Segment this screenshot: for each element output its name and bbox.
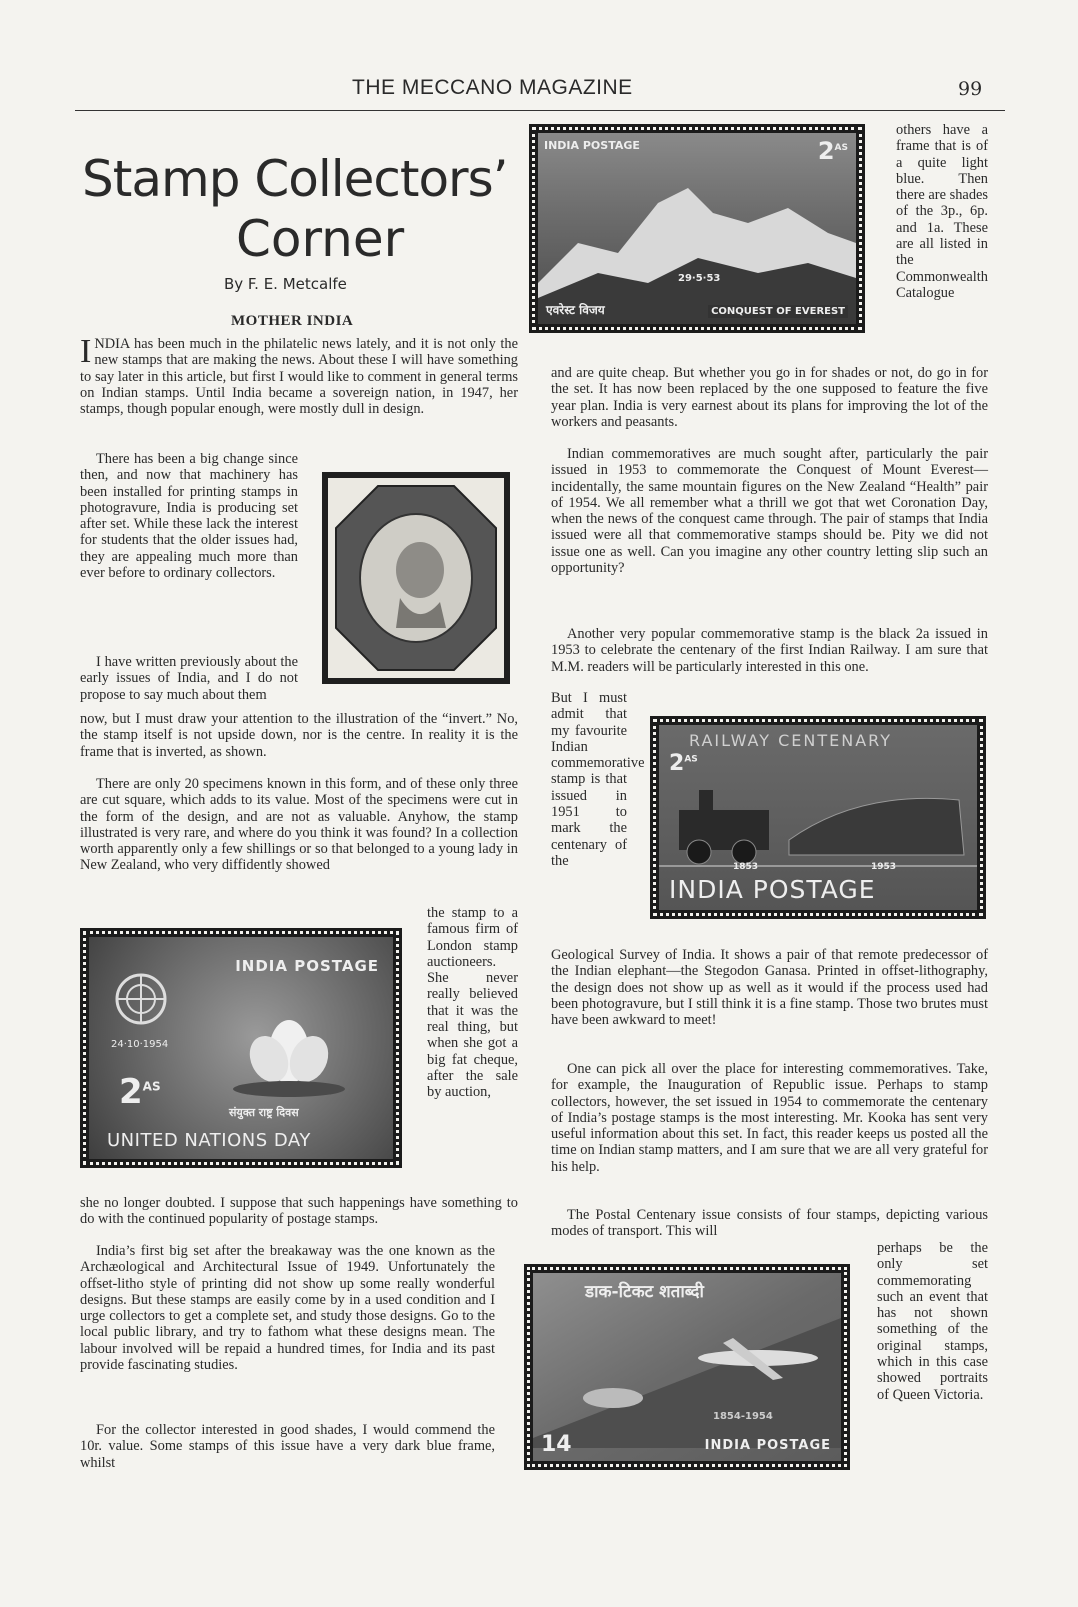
invert-stamp-image [322, 472, 510, 684]
aircraft-illustration [533, 1298, 841, 1448]
victoria-head-illustration [328, 478, 504, 678]
paragraph-2: There has been a big change since then, and now that machinery has been installed for printing stamps in photogravure, India is producing set after set. While these lack the interest for students that the older issues had, they are appealing much more than ever before to ordinary collectors. [80, 451, 298, 582]
paragraph-intro-text: NDIA has been much in the philatelic news lately, and it is not only the new stamps that are making the news. About these I will have something to say later in this article, but first I would like to comment in general terms on Indian stamps. Until India became a sovereign nation, in 1947, her stamps, though popular enough, were mostly dull in design. [80, 336, 518, 418]
right-paragraph-2: and are quite cheap. But whether you go in for shades or not, do go in for the set. It has now been replaced by the one supposed to feature the five year plan. India is very earnest about its plans for improving the lot of the workers and peasants. [551, 365, 988, 430]
un-stamp-date: 24·10·1954 [111, 1039, 169, 1050]
header-rule [75, 110, 1005, 111]
paragraph-3a: I have written previously about the early issues of India, and I do not propose to say much about them [80, 654, 298, 703]
railway-stamp-year2: 1953 [871, 862, 897, 872]
everest-stamp-image [529, 124, 865, 333]
article-title-line2: Corner [236, 210, 405, 268]
paragraph-6: For the collector interested in good shades, I would commend the 10r. value. Some stamps of this issue have a very dark blue frame, whilst [80, 1422, 495, 1471]
everest-stamp-caption: CONQUEST OF EVEREST [708, 305, 848, 318]
centenary-stamp-hindi: डाक-टिकट शताब्दी [585, 1282, 704, 1302]
centenary-stamp-caption: INDIA POSTAGE [704, 1438, 831, 1453]
railway-stamp-year1: 1853 [733, 862, 759, 872]
paragraph-5: India’s first big set after the breakaway was the one known as the Archæological and Architectural Issue of 1949. Unfortunately the offset-litho style of printing did not show up some really wonderful designs. But these stamps are easily come by in a used condition and I urge collectors to get a complete set, and study those designs. Go to the local public library, and try to fathom what these designs mean. The labour involved will be repaid a hundred times, for India and its past provide fascinating studies. [80, 1243, 495, 1374]
railway-stamp-caption: INDIA POSTAGE [669, 875, 876, 904]
centenary-stamp-years: 1854-1954 [713, 1411, 773, 1422]
everest-stamp-date: 29·5·53 [678, 273, 721, 284]
page-number: 99 [958, 78, 983, 100]
railway-stamp-value: $2^{AS}$ [669, 751, 698, 776]
un-day-stamp-image [80, 928, 402, 1168]
everest-stamp-value: $2^{AS}$ [817, 137, 848, 165]
drop-cap: I [80, 333, 92, 370]
paragraph-4b: the stamp to a famous firm of London stamp auctioneers. She never really believed that it was the real thing, but when she got a big fat cheque, after the sale by auction, [427, 905, 518, 1101]
centenary-stamp-value: 14 [541, 1432, 572, 1457]
paragraph-4c: she no longer doubted. I suppose that such happenings have something to do with the continued popularity of postage stamps. [80, 1195, 518, 1228]
railway-stamp-image [650, 716, 986, 919]
magazine-title: THE MECCANO MAGAZINE [352, 76, 633, 99]
un-stamp-caption: UNITED NATIONS DAY [107, 1130, 311, 1151]
right-paragraph-5: But I must admit that my favourite Indian commemorative stamp is that issued in 1951 to mark the centenary of the [551, 690, 645, 869]
postal-centenary-stamp-image [524, 1264, 850, 1470]
un-stamp-country: INDIA POSTAGE [235, 957, 379, 975]
right-paragraph-7: One can pick all over the place for interesting commemoratives. Take, for example, the Inauguration of Republic issue. Perhaps to stamp collectors, however, the set issued in 1954 to commemorate the centenary of India’s postage stamps is the most interesting. Mr. Kooka has sent very useful information about this set. In fact, this reader keeps us posted all the time on Indian stamp matters, and I am sure that we are all very grateful for his help. [551, 1061, 988, 1175]
railway-stamp-title: RAILWAY CENTENARY [689, 731, 892, 750]
paragraph-3b: now, but I must draw your attention to the illustration of the “invert.” No, the stamp itself is not upside down, nor is the centre. In reality it is the frame that is inverted, as shown. [80, 711, 518, 760]
right-paragraph-4: Another very popular commemorative stamp is the black 2a issued in 1953 to celebrate the centenary of the first Indian Railway. I am sure that M.M. readers will be particularly interested in this one. [551, 626, 988, 675]
everest-stamp-hindi: एवरेस्ट विजय [546, 303, 605, 317]
un-emblem-icon [111, 969, 171, 1029]
paragraph-intro [80, 333, 518, 418]
right-paragraph-8: The Postal Centenary issue consists of four stamps, depicting various modes of transport. This will [551, 1207, 988, 1240]
section-heading: MOTHER INDIA [231, 313, 354, 329]
paragraph-4: There are only 20 specimens known in this form, and of these only three are cut square, which adds to its value. Most of the specimens were cut in the form of the design, and are not as valuable. Anyhow, the stamp illustrated is very rare, and where do you think it was found? In a collection worth apparently only a few shillings or so that belonged to a young lady in New Zealand, who very diffidently showed [80, 776, 518, 874]
mountain-illustration [538, 133, 856, 324]
lotus-flower-illustration [229, 1007, 349, 1097]
un-stamp-hindi: संयुक्त राष्ट्र दिवस [229, 1106, 299, 1119]
right-paragraph-3: Indian commemoratives are much sought after, particularly the pair issued in 1953 to commemorate the Conquest of Mount Everest—incidentally, the same mountain figures on the New Zealand “Health” pair of 1954. We all remember what a thrill we got that wet Coronation Day, when the news of the conquest came through. The pair of stamps that India issued were all that commemorative stamps should be. Pity we did not issue one as well. Can you imagine any other country letting slip such an opportunity? [551, 446, 988, 577]
right-paragraph-6: Geological Survey of India. It shows a pair of that remote predecessor of the Indian elephant—the Stegodon Ganasa. Printed in offset-lithography, the design does not show up as well as it would if the process used had been photogravure, but I still think it is a fine stamp. Those two brutes must have been awkward to meet! [551, 947, 988, 1029]
locomotives-illustration [659, 770, 977, 870]
right-paragraph-9: perhaps be the only set commemorating such an event that has not shown something of the original stamps, which in this case showed portraits of Queen Victoria. [877, 1240, 988, 1403]
right-paragraph-1: others have a frame that is of a quite light blue. Then there are shades of the 3p., 6p. and 1a. These are all listed in the Commonwealth Catalogue [896, 122, 988, 301]
article-title-line1: Stamp Collectors’ [82, 150, 508, 208]
byline: By F. E. Metcalfe [224, 275, 347, 293]
un-stamp-value: $2^{AS}$ [119, 1072, 161, 1112]
everest-stamp-country: INDIA POSTAGE [544, 139, 640, 152]
